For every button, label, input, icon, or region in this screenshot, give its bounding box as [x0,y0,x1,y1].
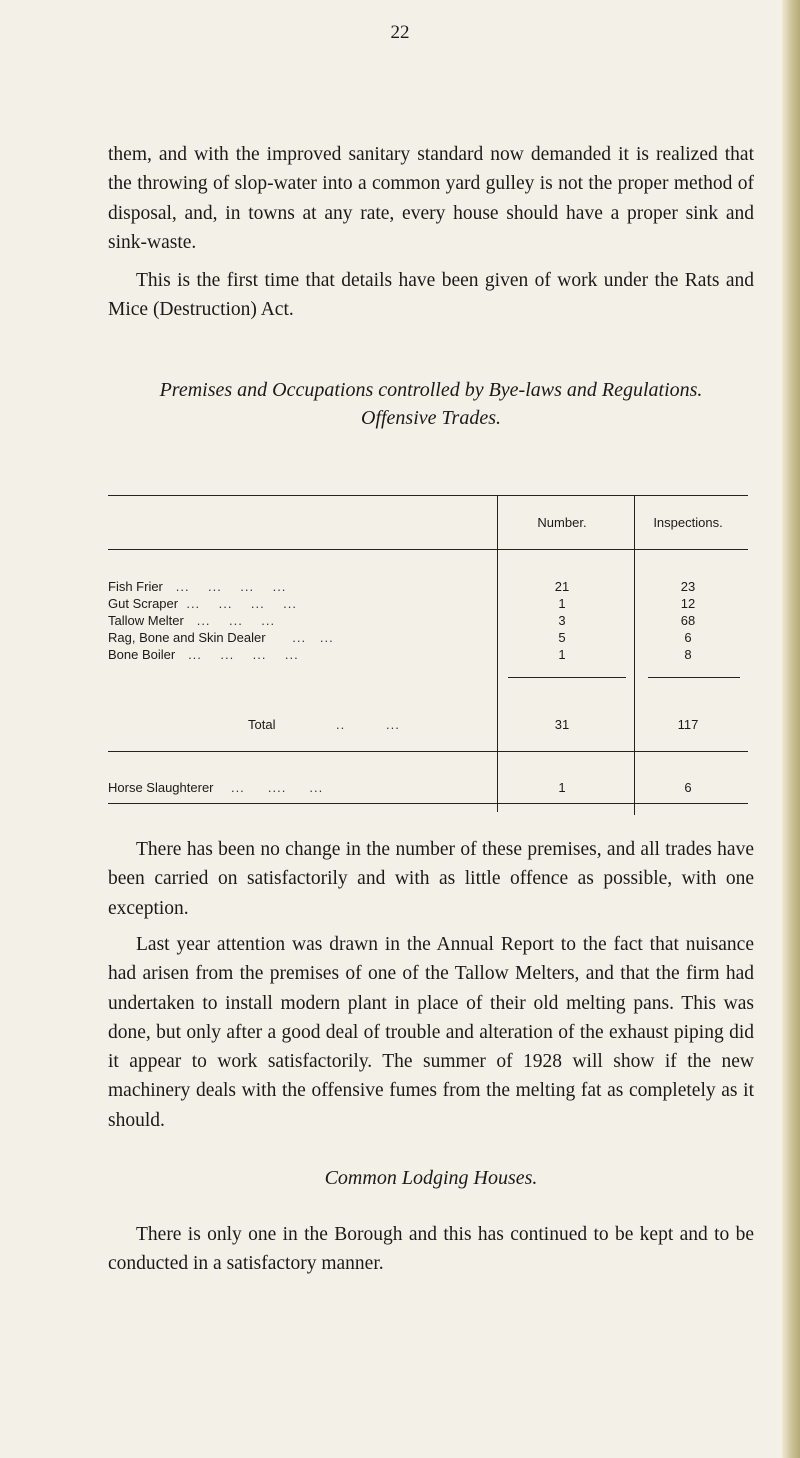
table-row-label: Gut Scraper ... ... ... ... [108,596,298,611]
table-top-rule [108,495,748,496]
table-section-rule [108,751,748,752]
paragraph-tallow-melters: Last year attention was drawn in the Annual Report to the fact that nuisance had arisen from the premises of one of the Tallow Melters, and that the firm had undertaken to install modern plant in place of their old melting pans. This was done, but only after a good deal of trouble and alteration of the exhaust piping did it appear to work satisfactorily. The summer of 1928 will show if the new machinery deals with the offensive fumes from the melting fat as completely as it should. [108,934,754,1131]
table-row-label: Fish Frier ... ... ... ... [108,579,287,594]
table-row-label: Tallow Melter ... ... ... [108,613,276,628]
page-edge [782,0,800,1458]
total-inspections: 117 [677,717,699,732]
paragraph-lodging-houses: There is only one in the Borough and this has continued to be kept and to be conducted in a satisfactory manner. [108,1224,754,1275]
table-row-number: 1 [558,647,566,662]
table-header-rule [108,549,748,550]
table-row-number: 5 [558,630,566,645]
paragraph-sanitary: them, and with the improved sanitary standard now demanded it is realized that the throwing of slop-water into a common yard gulley is not the proper method of disposal, and, in towns at any rate, every house should have a proper sink and sink-waste. [108,144,754,253]
offensive-trades-table: Number. Inspections. Fish Frier ... ... ... ... 21 23 Gut Scraper ... ... ... ... 1 12 Tallow Melter ... ... ... 3 68 Rag, Bone and Skin Dealer ... ... 5 6 Bone Boiler ... ... ... ... 1 8 Total .. ... 31 117 Horse Slaughterer ... .... ... 1 6 [108,495,748,805]
section-heading-offensive-trades [108,376,754,432]
table-row-label: Rag, Bone and Skin Dealer ... ... [108,630,334,645]
table-row-number: 1 [558,780,566,795]
page-number: 22 [390,22,410,43]
section-heading-lodging-houses: Common Lodging Houses. [324,1167,538,1189]
heading-line-2: Offensive Trades. [361,407,501,429]
heading-line-1: Premises and Occupations controlled by Bye-laws and Regulations. [159,379,703,401]
table-row-label: Horse Slaughterer ... .... ... [108,780,324,795]
total-rule-inspections [648,677,740,678]
total-rule-number [508,677,626,678]
table-row-label: Bone Boiler ... ... ... ... [108,647,299,662]
header-number: Number. [537,515,587,530]
table-row-inspections: 68 [680,613,696,628]
header-inspections: Inspections. [653,515,723,530]
table-bottom-rule [108,803,748,804]
table-row-number: 21 [554,579,570,594]
table-row-inspections: 6 [684,780,692,795]
paragraph-rats-mice: This is the first time that details have been given of work under the Rats and Mice (Destruction) Act. [108,270,754,321]
table-row-inspections: 23 [680,579,696,594]
table-row-inspections: 6 [684,630,692,645]
table-row-number: 1 [558,596,566,611]
table-row-inspections: 12 [680,596,696,611]
table-row-inspections: 8 [684,647,692,662]
total-number: 31 [554,717,570,732]
table-row-number: 3 [558,613,566,628]
paragraph-no-change: There has been no change in the number of these premises, and all trades have been carried on satisfactorily and with as little offence as possible, with one exception. [108,839,754,919]
